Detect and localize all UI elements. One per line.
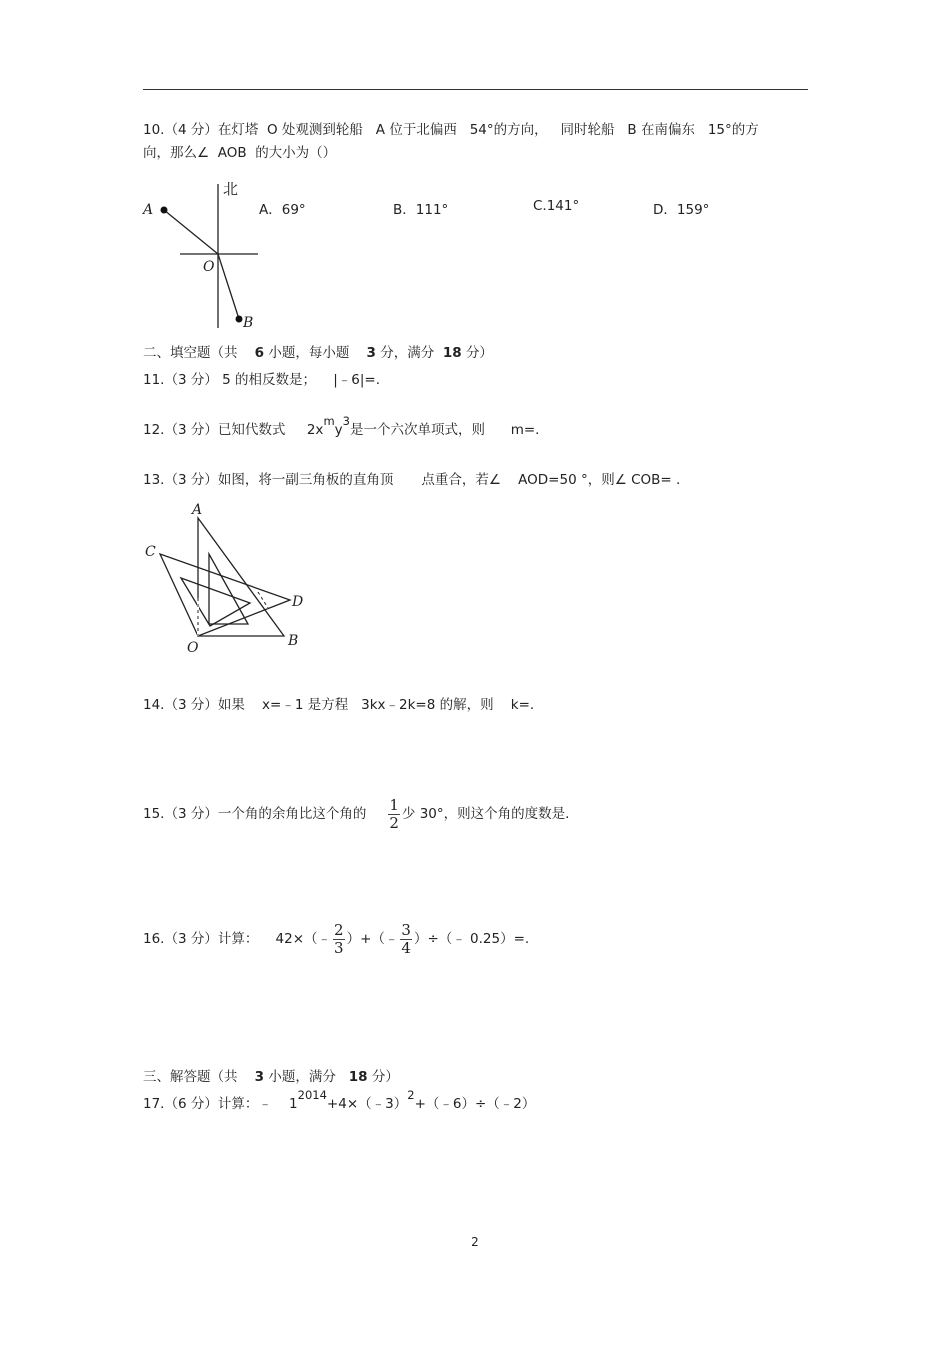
fraction-numerator: 2 bbox=[334, 920, 344, 939]
q17-score: （6 分） bbox=[164, 1096, 218, 1112]
label-b: B bbox=[288, 633, 299, 649]
q15-score: （3 分） bbox=[164, 806, 218, 822]
question-14 bbox=[143, 696, 534, 714]
header-rule bbox=[143, 89, 808, 90]
label-o: O bbox=[187, 640, 199, 656]
section-count: 3 bbox=[254, 1069, 265, 1085]
fraction-numerator: 1 bbox=[389, 795, 399, 814]
point-a bbox=[161, 207, 168, 214]
q12-score: （3 分） bbox=[164, 422, 218, 438]
q17-exponent: 2014 bbox=[297, 1088, 327, 1102]
label-o: O bbox=[203, 259, 215, 275]
fraction-denominator: 3 bbox=[334, 938, 344, 957]
q16-score: （3 分） bbox=[164, 931, 218, 947]
section-total: 18 bbox=[442, 345, 462, 361]
q10-text: 位于北偏西 bbox=[389, 122, 457, 138]
q10-text: 在灯塔 bbox=[217, 122, 259, 138]
ray-ob bbox=[218, 254, 239, 319]
q14-text: 如果 bbox=[217, 697, 245, 713]
label-b: B bbox=[243, 315, 254, 331]
q10-text: 在南偏东 bbox=[640, 122, 695, 138]
q10-text: AOB bbox=[217, 145, 247, 161]
q15-fraction bbox=[388, 797, 400, 832]
q16-text: ）+（﹣ bbox=[346, 931, 399, 947]
q16-text: ）÷（﹣ 0.25）=. bbox=[413, 931, 530, 947]
question-10-line-1 bbox=[143, 121, 759, 139]
fraction-numerator: 3 bbox=[401, 920, 411, 939]
label-a: A bbox=[192, 502, 203, 518]
q15-number: 15. bbox=[143, 806, 165, 822]
section-text: 分，满分 bbox=[380, 345, 435, 361]
fraction-denominator: 2 bbox=[389, 813, 399, 832]
question-15 bbox=[143, 795, 569, 833]
q16-text: 计算： bbox=[217, 931, 259, 947]
choice-b: B．111° bbox=[393, 202, 449, 218]
q16-fraction-1 bbox=[333, 922, 345, 957]
q11-text: |﹣6|=. bbox=[333, 372, 381, 388]
label-d: D bbox=[292, 594, 304, 610]
q14-text: 3kx﹣2k=8 的解，则 bbox=[361, 697, 494, 713]
q16-text: 42×（﹣ bbox=[275, 931, 332, 947]
choice-a: A．69° bbox=[259, 202, 306, 218]
question-17 bbox=[143, 1088, 536, 1113]
q10-text: 的方 bbox=[731, 122, 759, 138]
q10-text: O bbox=[266, 122, 278, 138]
q13-number: 13. bbox=[143, 472, 165, 488]
compass-figure bbox=[140, 176, 270, 334]
triangle-cod-inner bbox=[181, 578, 250, 626]
section-text: 二、填空题（共 bbox=[143, 345, 238, 361]
fraction-denominator: 4 bbox=[401, 938, 411, 957]
section-text: 小题，满分 bbox=[268, 1069, 336, 1085]
label-a: A bbox=[143, 202, 154, 218]
q17-text: +（﹣6）÷（﹣2） bbox=[414, 1096, 536, 1112]
label-c: C bbox=[145, 544, 156, 560]
q17-text: 计算：﹣ bbox=[217, 1096, 272, 1112]
q12-coef: 2x bbox=[306, 422, 324, 438]
ray-oa bbox=[164, 210, 218, 254]
q17-number: 17. bbox=[143, 1096, 165, 1112]
q10-text: 处观测到轮船 bbox=[281, 122, 363, 138]
question-11 bbox=[143, 371, 380, 389]
section-each: 3 bbox=[366, 345, 376, 361]
q14-text: x=﹣1 是方程 bbox=[262, 697, 349, 713]
q16-number: 16. bbox=[143, 931, 165, 947]
q13-text: AOD=50 °，则∠ COB= . bbox=[518, 472, 681, 488]
triangle-aob bbox=[198, 518, 284, 636]
point-b bbox=[236, 316, 243, 323]
q10-text: 向，那么∠ bbox=[143, 145, 210, 161]
section-text: 分） bbox=[465, 345, 493, 361]
q10-text: A bbox=[375, 122, 386, 138]
q12-y: y bbox=[334, 422, 343, 438]
q15-text: 一个角的余角比这个角的 bbox=[217, 806, 367, 822]
q10-text: 同时轮船 bbox=[560, 122, 615, 138]
q17-base: 1 bbox=[289, 1096, 298, 1112]
q10-text: B bbox=[627, 122, 637, 138]
q12-text: 已知代数式 bbox=[217, 422, 286, 438]
choice-c: C.141° bbox=[533, 198, 580, 214]
q14-number: 14. bbox=[143, 697, 165, 713]
q12-text: m=. bbox=[510, 422, 540, 438]
section-text: 分） bbox=[371, 1069, 399, 1085]
q16-fraction-2 bbox=[400, 922, 412, 957]
q14-text: k=. bbox=[510, 697, 535, 713]
question-10-line-2 bbox=[143, 144, 336, 162]
q10-text: 的方向， bbox=[493, 122, 548, 138]
q13-text: 点重合，若∠ bbox=[421, 472, 501, 488]
q13-score: （3 分） bbox=[164, 472, 218, 488]
page-number: 2 bbox=[471, 1235, 479, 1249]
q10-score: （4 分） bbox=[164, 122, 218, 138]
section-total: 18 bbox=[348, 1069, 368, 1085]
q11-score: （3 分） bbox=[164, 372, 218, 388]
q15-text: 少 30°，则这个角的度数是. bbox=[401, 806, 570, 822]
q10-text: 15° bbox=[707, 122, 732, 138]
section-text: 小题，每小题 bbox=[268, 345, 350, 361]
q14-score: （3 分） bbox=[164, 697, 218, 713]
q12-text: 是一个六次单项式，则 bbox=[349, 422, 485, 438]
q17-text: +4×（﹣3） bbox=[326, 1096, 408, 1112]
q12-exp-3: 3 bbox=[342, 414, 350, 428]
question-12 bbox=[143, 414, 540, 439]
q13-text: 如图，将一副三角板的直角顶 bbox=[217, 472, 394, 488]
triangles-figure bbox=[140, 498, 320, 660]
q12-number: 12. bbox=[143, 422, 165, 438]
section-2-heading bbox=[143, 344, 493, 362]
q12-exp-m: m bbox=[323, 414, 335, 428]
section-count: 6 bbox=[254, 345, 265, 361]
q11-text: 5 的相反数是； bbox=[222, 372, 317, 388]
label-north: 北 bbox=[223, 180, 239, 198]
question-13 bbox=[143, 471, 680, 489]
section-3-heading bbox=[143, 1068, 399, 1086]
q17-exponent-2: 2 bbox=[407, 1088, 415, 1102]
q10-number: 10. bbox=[143, 122, 165, 138]
question-16 bbox=[143, 920, 529, 958]
q10-text: 54° bbox=[469, 122, 494, 138]
q10-text: 的大小为（） bbox=[255, 145, 337, 161]
triangle-aob-inner bbox=[209, 554, 248, 624]
section-text: 三、解答题（共 bbox=[143, 1069, 238, 1085]
choice-d: D．159° bbox=[653, 202, 710, 218]
q11-number: 11. bbox=[143, 372, 165, 388]
